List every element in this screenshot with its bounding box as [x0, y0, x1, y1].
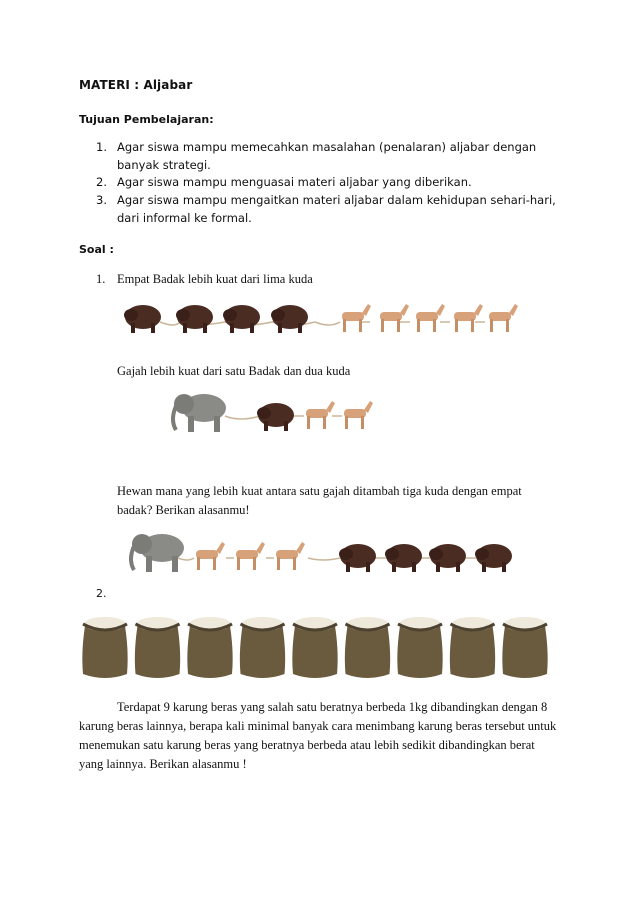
kuda-figure: [489, 304, 518, 332]
badak-figure: [223, 305, 260, 333]
karung-beras-figure: [450, 617, 495, 678]
objectives-heading: Tujuan Pembelajaran:: [79, 113, 214, 126]
objective-number: 1.: [96, 140, 107, 154]
karung-beras-figure: [187, 617, 232, 678]
illustration-karung-beras: [79, 612, 559, 682]
question-2-number: 2.: [96, 587, 107, 600]
badak-figure: [339, 544, 376, 572]
badak-figure: [257, 403, 294, 431]
gajah-figure: [131, 534, 184, 572]
karung-beras-figure: [135, 617, 180, 678]
objective-number: 3.: [96, 193, 107, 207]
karung-beras-figure: [292, 617, 337, 678]
question-1-number: 1.: [96, 272, 106, 286]
badak-figure: [176, 305, 213, 333]
badak-figure: [385, 544, 422, 572]
kuda-figure: [276, 542, 305, 570]
kuda-figure: [236, 542, 265, 570]
page-title: MATERI : Aljabar: [79, 78, 193, 92]
question-1-statement-1: Empat Badak lebih kuat dari lima kuda: [117, 272, 313, 286]
kuda-figure: [454, 304, 483, 332]
kuda-figure: [380, 304, 409, 332]
objective-item-1: [96, 138, 566, 174]
kuda-figure: [342, 304, 371, 332]
karung-beras-figure: [397, 617, 442, 678]
kuda-figure: [196, 542, 225, 570]
badak-figure: [271, 305, 308, 333]
karung-beras-figure: [502, 617, 547, 678]
badak-figure: [475, 544, 512, 572]
objective-text: Agar siswa mampu mengaitkan materi aljabar dalam kehidupan sehari-hari, dari informal ke formal.: [117, 193, 556, 225]
question-1-prompt: Hewan mana yang lebih kuat antara satu gajah ditambah tiga kuda dengan empat badak? Berikan alasanmu!: [117, 484, 522, 517]
karung-beras-figure: [345, 617, 390, 678]
kuda-figure: [416, 304, 445, 332]
illustration-badak-vs-kuda: [120, 298, 530, 338]
illustration-gajah-kuda-vs-badak: [128, 528, 533, 576]
question-2-text: Terdapat 9 karung beras yang salah satu beratnya berbeda 1kg dibandingkan dengan 8 karung beras lainnya, berapa kali minimal banyak cara menimbang karung beras tersebut untuk menemukan satu karung beras yang beratnya berbeda atau lebih sedikit dibandingkan berat yang lainnya. Berikan alasanmu !: [79, 700, 557, 771]
kuda-figure: [344, 401, 373, 429]
karung-beras-figure: [82, 617, 127, 678]
objective-item-3: [96, 191, 566, 227]
badak-figure: [429, 544, 466, 572]
objective-number: 2.: [96, 175, 107, 189]
question-1-statement-2: Gajah lebih kuat dari satu Badak dan dua kuda: [117, 364, 351, 378]
badak-figure: [124, 305, 161, 333]
illustration-gajah-vs-badak-kuda: [170, 388, 380, 436]
objective-item-2: [96, 173, 566, 191]
objective-text: Agar siswa mampu menguasai materi aljabar yang diberikan.: [117, 175, 472, 189]
objectives-list: [96, 138, 566, 238]
gajah-figure: [173, 394, 226, 432]
objective-text: Agar siswa mampu memecahkan masalahan (penalaran) aljabar dengan banyak strategi.: [117, 140, 537, 172]
soal-heading: Soal :: [79, 243, 114, 256]
karung-beras-figure: [240, 617, 285, 678]
kuda-figure: [306, 401, 335, 429]
